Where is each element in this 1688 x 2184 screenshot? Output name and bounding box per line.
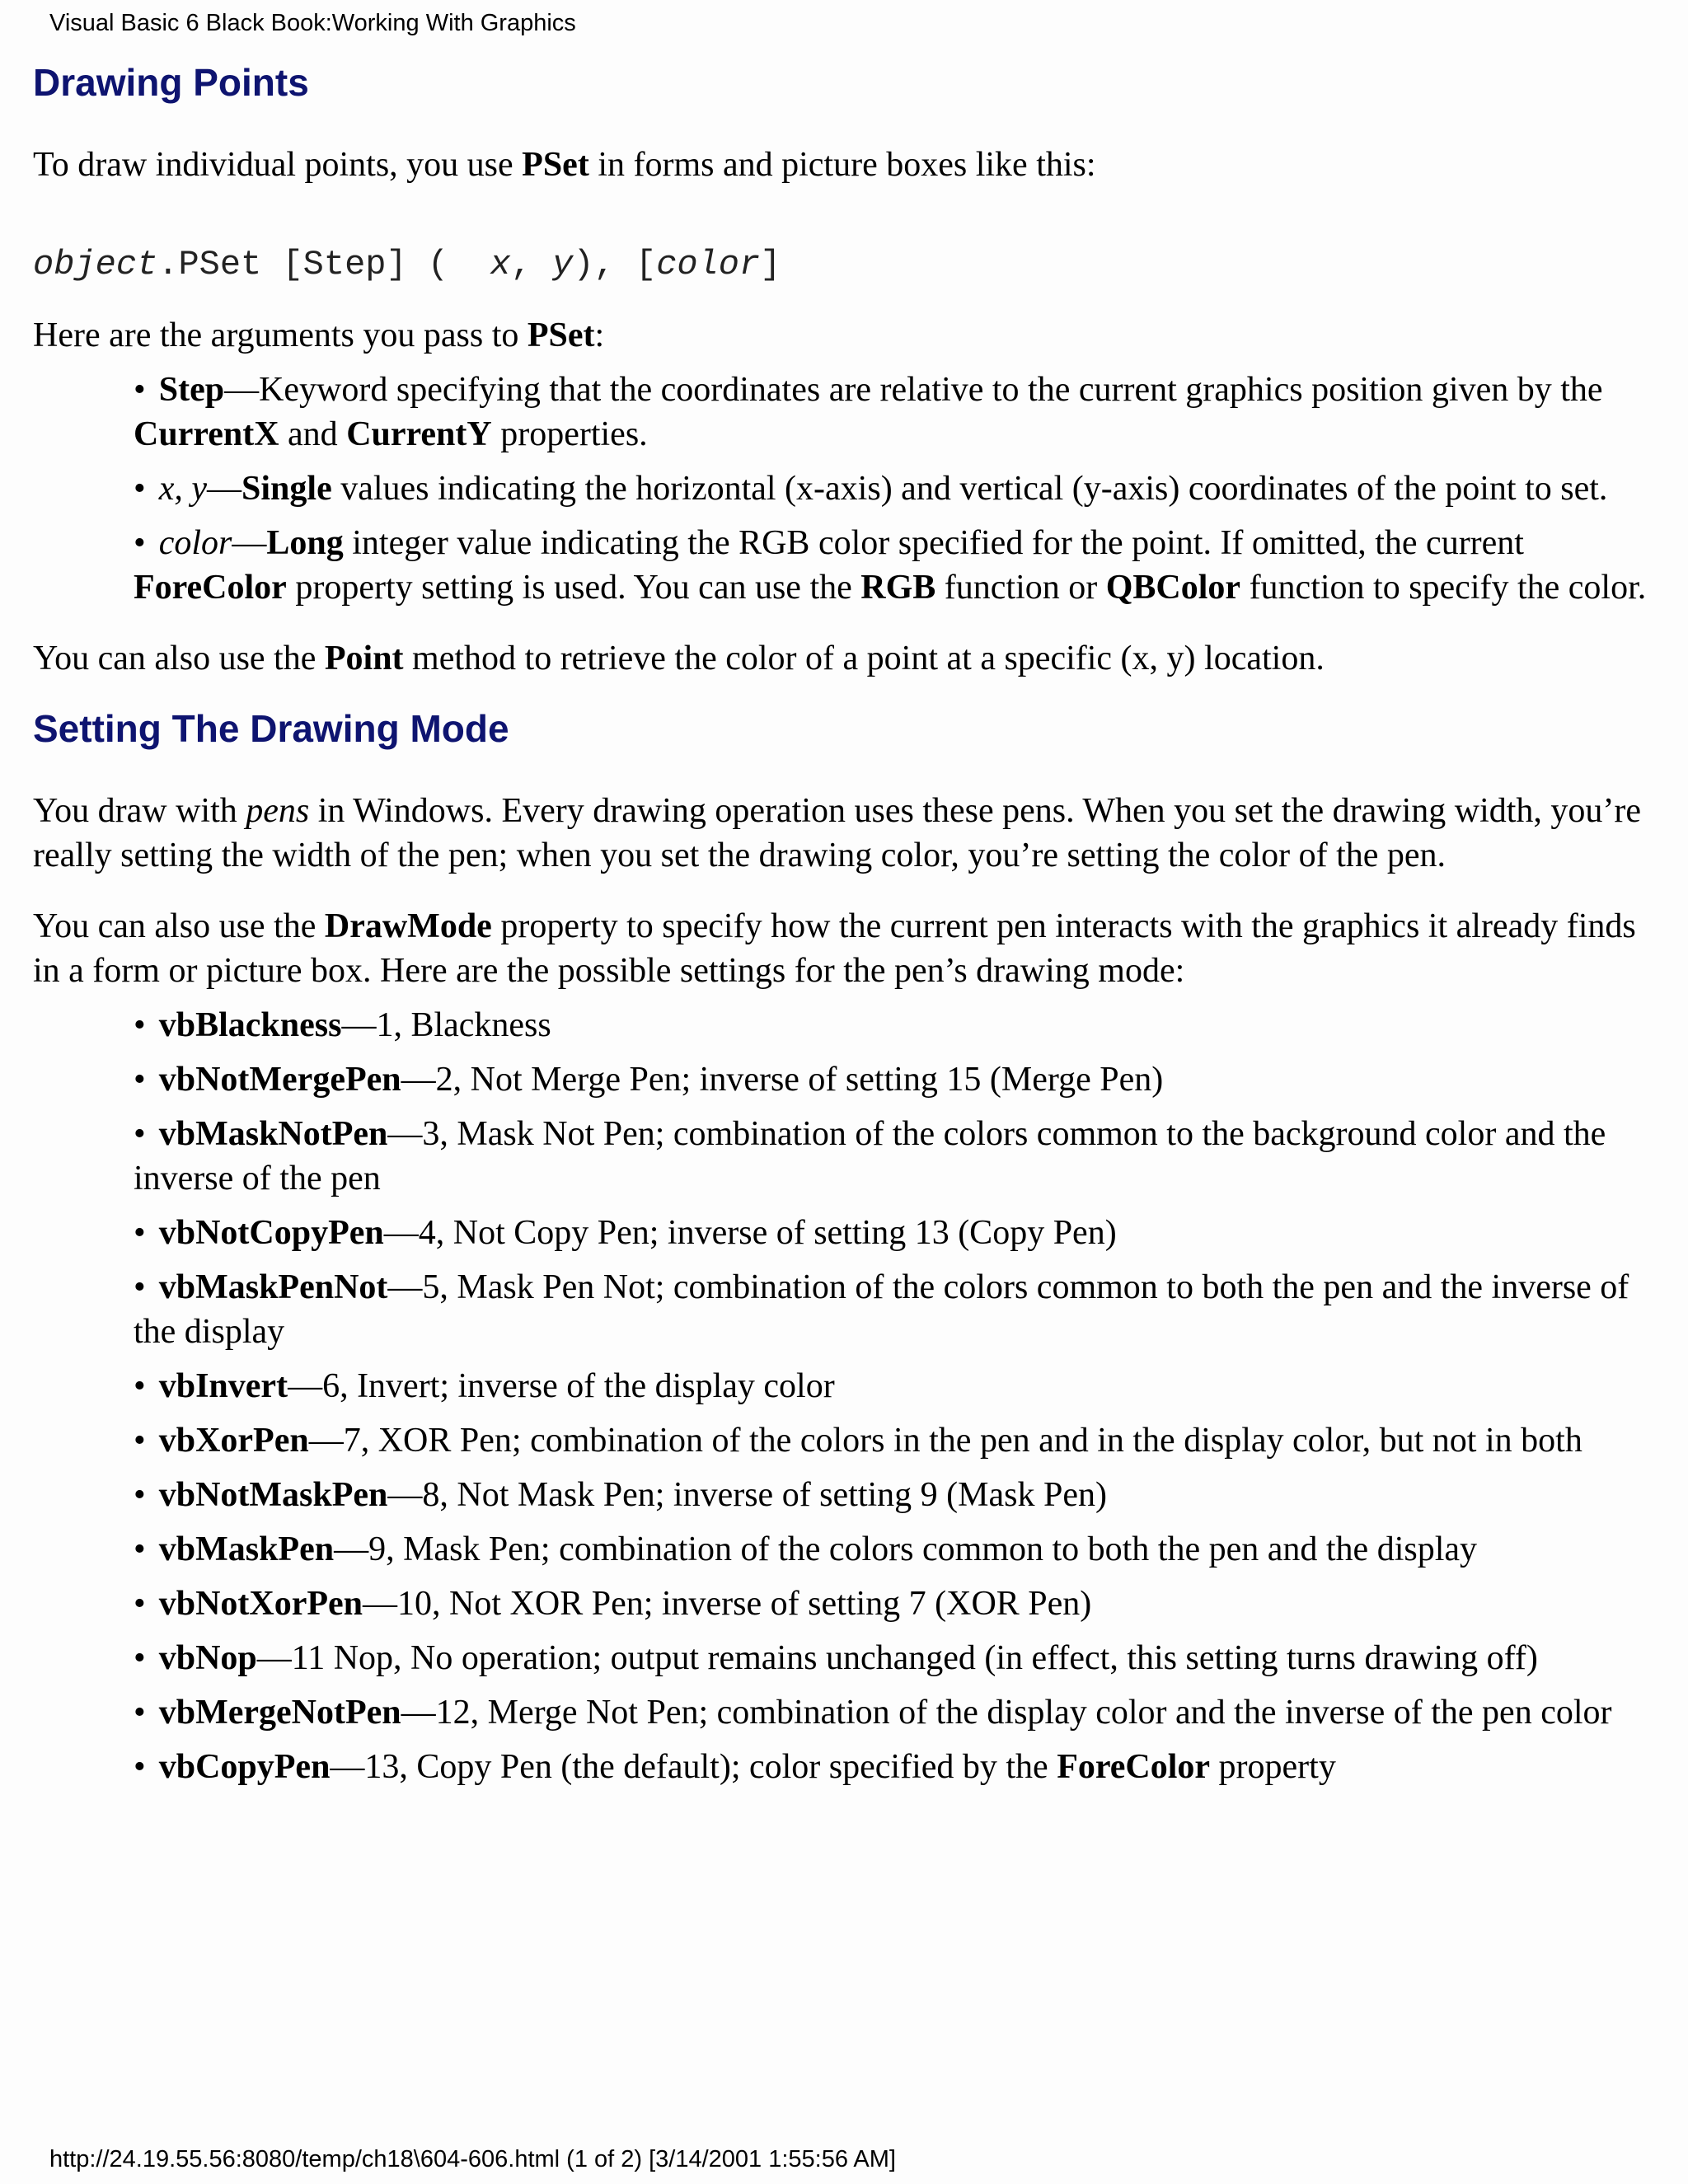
list-item: • color—Long integer value indicating the RGB color specified for the point. If omitted, the current ForeColor property setting is used. You can use the RGB function or QBColor function to specify the color. bbox=[134, 524, 1647, 607]
list-item: • vbNop—11 Nop, No operation; output remains unchanged (in effect, this setting turns drawing off) bbox=[134, 1639, 1538, 1677]
list-item: • vbMaskPenNot—5, Mask Pen Not; combination of the colors common to both the pen and the inverse of the display bbox=[134, 1268, 1629, 1351]
list-item: • vbBlackness—1, Blackness bbox=[134, 1006, 551, 1044]
list-item: • vbMergeNotPen—12, Merge Not Pen; combination of the display color and the inverse of the pen color bbox=[134, 1694, 1612, 1732]
pens-paragraph: You draw with pens in Windows. Every drawing operation uses these pens. When you set the drawing width, you’re really setting the width of the pen; when you set the drawing color, you’re setting the color of the pen. bbox=[33, 792, 1642, 874]
document-body bbox=[33, 59, 1653, 1789]
list-item: • x, y—Single values indicating the horizontal (x-axis) and vertical (y-axis) coordinates of the point to set. bbox=[134, 470, 1608, 508]
intro-paragraph: To draw individual points, you use PSet in forms and picture boxes like this: bbox=[33, 146, 1096, 184]
page-header: Visual Basic 6 Black Book:Working With Graphics bbox=[49, 10, 576, 36]
arguments-intro: Here are the arguments you pass to PSet: bbox=[33, 316, 605, 354]
list-item: • vbNotXorPen—10, Not XOR Pen; inverse of setting 7 (XOR Pen) bbox=[134, 1585, 1092, 1623]
pset-syntax: object.PSet [Step] ( x, y), [color] bbox=[33, 245, 781, 284]
arguments-list bbox=[33, 368, 1653, 610]
list-item: • vbCopyPen—13, Copy Pen (the default); color specified by the ForeColor property bbox=[134, 1748, 1336, 1786]
list-item: • vbInvert—6, Invert; inverse of the display color bbox=[134, 1367, 835, 1405]
list-item: • vbNotMaskPen—8, Not Mask Pen; inverse of setting 9 (Mask Pen) bbox=[134, 1476, 1107, 1514]
section-heading-drawing-mode: Setting The Drawing Mode bbox=[33, 707, 509, 750]
list-item: • vbMaskNotPen—3, Mask Not Pen; combination of the colors common to the background color and the inverse of the pen bbox=[134, 1115, 1606, 1197]
list-item: • vbXorPen—7, XOR Pen; combination of the colors in the pen and in the display color, but not in both bbox=[134, 1422, 1582, 1460]
list-item: • Step—Keyword specifying that the coordinates are relative to the current graphics position given by the CurrentX and CurrentY properties. bbox=[134, 371, 1603, 453]
point-method-paragraph: You can also use the Point method to retrieve the color of a point at a specific (x, y) location. bbox=[33, 640, 1325, 677]
list-item: • vbMaskPen—9, Mask Pen; combination of the colors common to both the pen and the display bbox=[134, 1530, 1478, 1568]
page-footer: http://24.19.55.56:8080/temp/ch18\604-606.html (1 of 2) [3/14/2001 1:55:56 AM] bbox=[49, 2146, 896, 2172]
list-item: • vbNotCopyPen—4, Not Copy Pen; inverse of setting 13 (Copy Pen) bbox=[134, 1214, 1117, 1252]
section-heading-drawing-points: Drawing Points bbox=[33, 61, 309, 104]
list-item: • vbNotMergePen—2, Not Merge Pen; inverse of setting 15 (Merge Pen) bbox=[134, 1061, 1164, 1099]
drawmode-paragraph: You can also use the DrawMode property to specify how the current pen interacts with the graphics it already finds in a form or picture box. Here are the possible settings for the pen’s drawing mode: bbox=[33, 907, 1636, 990]
drawmode-list bbox=[33, 1003, 1653, 1789]
